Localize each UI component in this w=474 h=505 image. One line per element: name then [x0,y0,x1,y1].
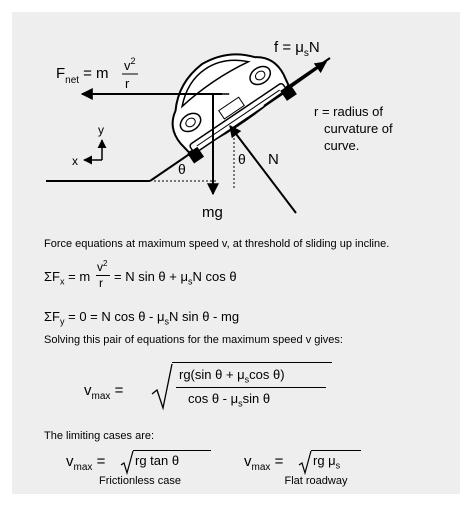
fnet-v-squared: $v^2$ [124,56,136,73]
radius-note-line-2: curvature of [324,121,393,136]
physics-panel: y x $F_{net} = m$ $v^2$ r $f = \mu_sN$ r = radius of curvature of curve. θ θ N mg Force equations at maximum speed v, at threshold of sliding up incline. $\Sigma F_x = m$ $v^2$ r = N $\sin \theta + \mu_sN$ cos θ $\Sigma F_y = 0 = N$ cos θ - $\mu_sN$ sin θ - mg Solving this pair of equations for the maximum speed v gives: $v_{max}$ = rg(sin $\theta + \mu_s\cos$ θ) cos θ - $\mu_s\sin$ θ The limiting cases are: $v_{max}$ = rg tan θ $v_{max}$ = rg $\mu_s$ Frictionless case Flat roadway [12,12,460,494]
sum-fy-equation: $\Sigma F_y = 0 = N$ cos θ - $\mu_sN$ sin θ - mg [44,309,240,327]
theta-normal-label: θ [238,151,246,167]
axis-y-label: y [98,123,104,137]
radius-note-line-1: r = radius of [314,104,384,119]
normal-force-arrow [230,126,296,213]
solve-text: Solving this pair of equations for the maximum speed v gives: [44,334,343,346]
frictionless-case-label: Frictionless case [99,475,181,487]
sqrt-sign-case1 [120,449,134,475]
sqrt-sign-case2 [298,449,312,475]
theta-incline-label: θ [178,161,186,177]
friction-label: $f = \mu_sN$ [274,39,320,59]
limiting-text: The limiting cases are: [44,430,155,442]
normal-label: N [268,151,279,168]
sqrt-sign [150,362,174,412]
banked-curve-diagram [12,12,460,494]
fnet-r: r [125,76,130,91]
fnet-label: $F_{net} = m$ [56,65,109,86]
flat-roadway-label: Flat roadway [284,475,348,487]
axis-x-label: x [72,154,78,168]
intro-text: Force equations at maximum speed v, at threshold of sliding up incline. [44,238,390,250]
radius-note-line-3: curve. [324,138,360,153]
weight-label: mg [202,204,223,221]
vmax-equation: $v_{max}$ = rg(sin $\theta + \mu_s\cos$ θ) cos θ - $\mu_s\sin$ θ [84,362,414,418]
